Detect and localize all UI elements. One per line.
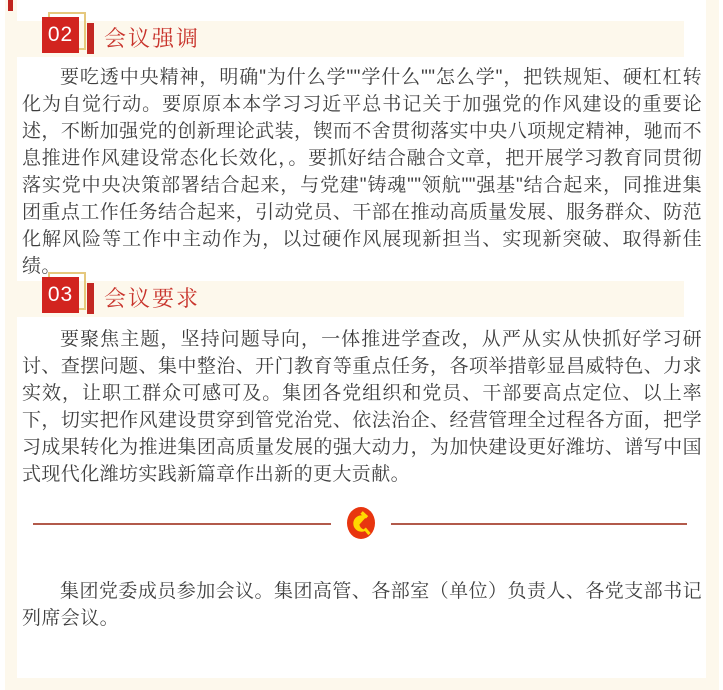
closing-paragraph: 集团党委成员参加会议。集团高管、各部室（单位）负责人、各党支部书记列席会议。 — [22, 581, 702, 629]
section-03-accent-bar — [87, 283, 94, 314]
section-02-accent-bar — [87, 23, 94, 54]
section-03-title: 会议要求 — [104, 286, 201, 311]
divider-line-right — [391, 523, 687, 525]
section-03-number-badge: 03 — [42, 277, 79, 313]
section-02-number-badge: 02 — [42, 17, 79, 53]
section-02-paragraph: 要吃透中央精神，明确"为什么学""学什么""怎么学"，把铁规矩、硬杠杠转化为自觉行动。要原原本本学习习近平总书记关于加强党的作风建设的重要论述，不断加强党的创新理论武装，锲而不舍贯彻落实中央八项规定精神，驰而不息推进作风建设常态化长效化，。要抓好结合融合文章，把开展学习教育同贯彻落实党中央决策部署结合起来，与党建"铸魂""领航""强基"结合起来，同推进集团重点工作任务结合起来，引动党员、干部在推动高质量发展、服务群众、防范化解风险等工作中主动作为，以过硬作风展现新担当、实现新突破、取得新佳绩。 — [22, 67, 702, 277]
frame-right-strip — [706, 0, 719, 690]
divider-line-left — [33, 523, 331, 525]
section-03-paragraph: 要聚焦主题，坚持问题导向，一体推进学查改，从严从实从快抓好学习研讨、查摆问题、集中整治、开门教育等重点任务，各项举措彰显昌威特色、力求实效，让职工群众可感可及。集团各党组织和党员、干部要高点定位、以上率下，切实把作风建设贯穿到管党治党、依法治企、经营管理全过程各方面，把学习成果转化为推进集团高质量发展的强大动力，为加快建设更好潍坊、谱写中国式现代化潍坊实践新篇章作出新的更大贡献。 — [22, 329, 702, 485]
party-emblem-icon — [346, 506, 376, 540]
section-02-title: 会议强调 — [104, 26, 201, 51]
top-left-red-accent — [8, 0, 13, 11]
frame-left-strip — [5, 0, 17, 690]
frame-bottom-strip — [5, 678, 719, 690]
